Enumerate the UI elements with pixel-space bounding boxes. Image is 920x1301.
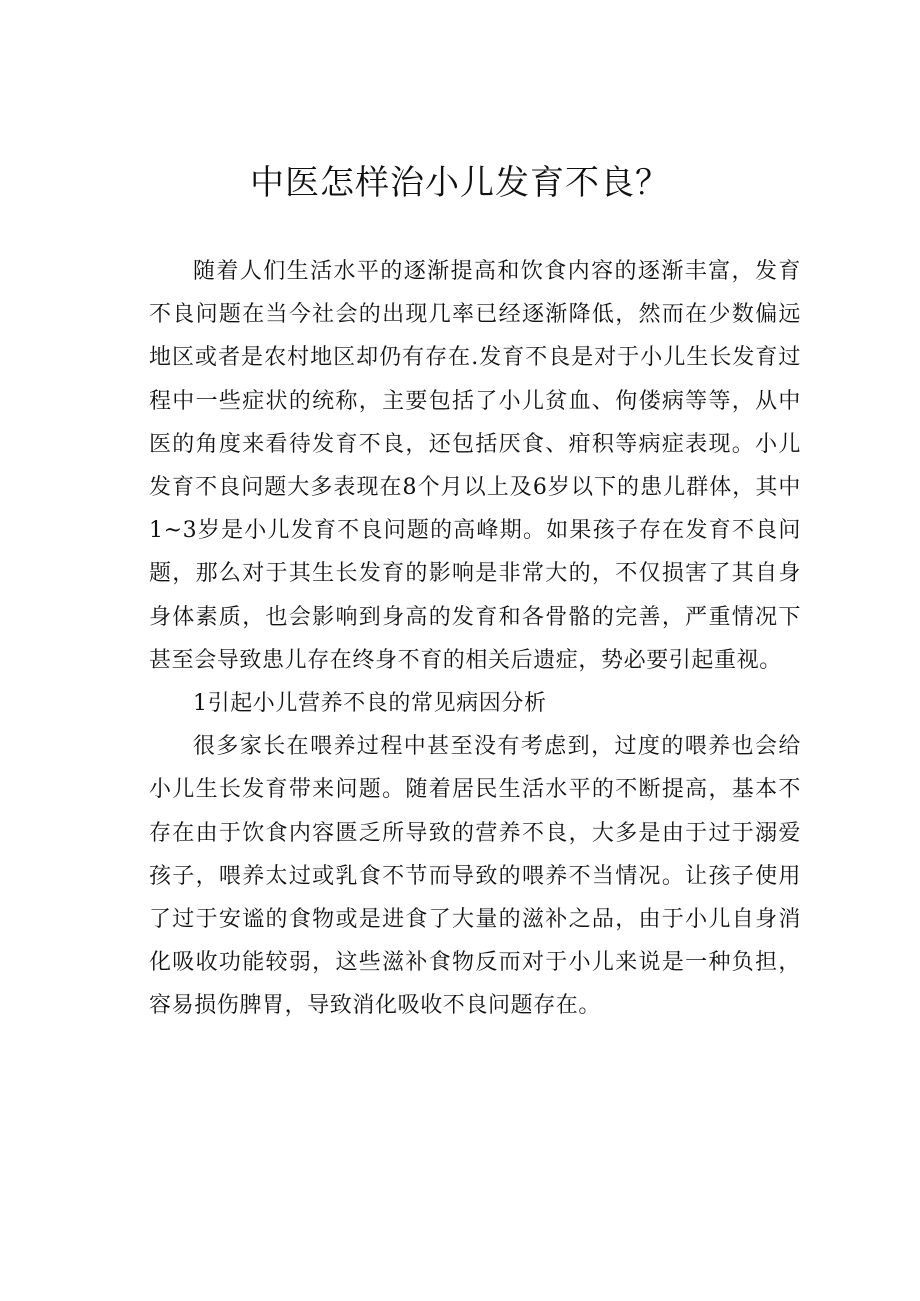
paragraph-causes: 很多家长在喂养过程中甚至没有考虑到，过度的喂养也会给小儿生长发育带来问题。随着居民生活水平的不断提高，基本不存在由于饮食内容匮乏所导致的营养不良，大多是由于过于溺爱孩子，喂养太过或乳食不节而导致的喂养不当情况。让孩子使用了过于安谧的食物或是进食了大量的滋补之品，由于小儿自身消化吸收功能较弱，这些滋补食物反而对于小儿来说是一种负担，容易损伤脾胃，导致消化吸收不良问题存在。 — [149, 734, 801, 1019]
document-title: 中医怎样治小儿发育不良？ — [250, 163, 670, 203]
paragraph-intro: 随着人们生活水平的逐渐提高和饮食内容的逐渐丰富，发育不良问题在当今社会的出现几率已经逐渐降低，然而在少数偏远地区或者是农村地区却仍有存在.发育不良是对于小儿生长发育过程中一些症状的统称，主要包括了小儿贫血、佝偻病等等，从中医的角度来看待发育不良，还包括厌食、疳积等病症表现。小儿发育不良问题大多表现在8个月以上及6岁以下的患儿群体，其中1~3岁是小儿发育不良问题的高峰期。如果孩子存在发育不良问题，那么对于其生长发育的影响是非常大的，不仅损害了其自身身体素质，也会影响到身高的发育和各骨骼的完善，严重情况下甚至会导致患儿存在终身不育的相关后遗症，势必要引起重视。 — [149, 259, 801, 673]
section-heading: 1引起小儿营养不良的常见病因分析 — [193, 691, 547, 717]
document-body — [149, 250, 801, 1028]
